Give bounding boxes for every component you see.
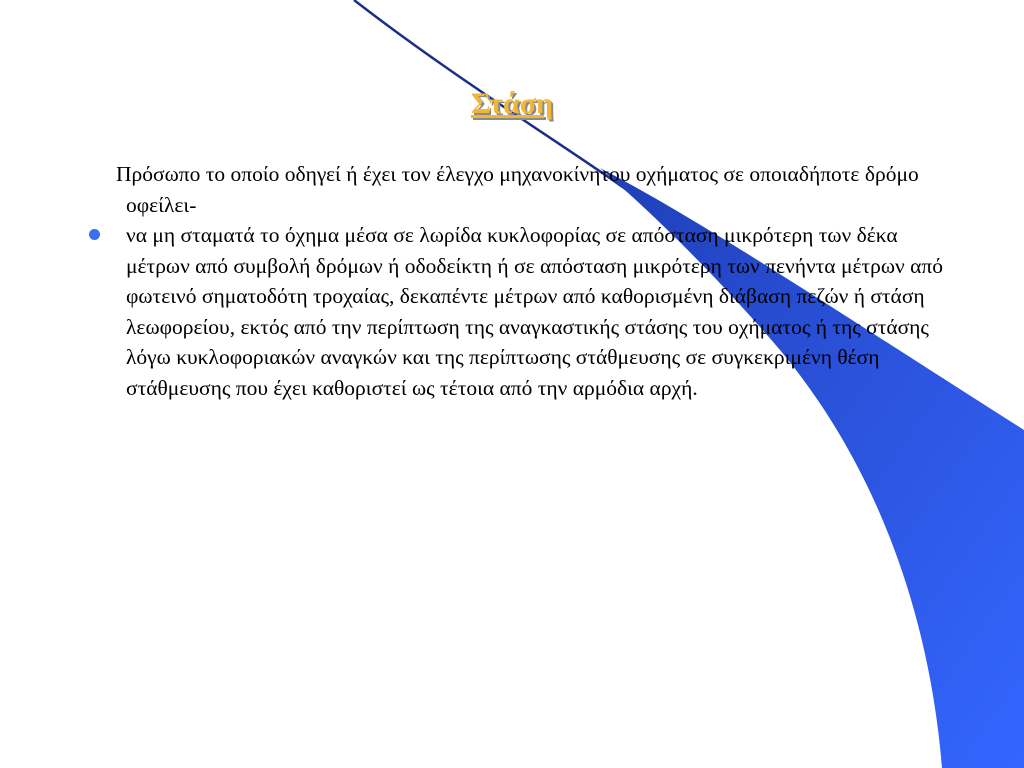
bullet-text: να μη σταματά το όχημα μέσα σε λωρίδα κυκλοφορίας σε απόσταση μικρότερη των δέκα μέτρων από συμβολή δρόμων ή οδοδείκτη ή σε απόσταση μικρότερη των πενήντα μέτρων από φωτεινό σηματοδότη τροχαίας, δεκαπέντε μέτρων από καθορισμένη διάβαση πεζών ή στάση λεωφορείου, εκτός από την περίπτωση της αναγκαστικής στάσης του οχήματος ή της στάσης λόγω κυκλοφοριακών αναγκών και της περίπτωσης στάθμευσης σε συγκεκριμένη θέση στάθμευσης που έχει καθοριστεί ως τέτοια από την αρμόδια αρχή. (126, 223, 943, 400)
slide-title: Στάση (470, 87, 554, 120)
bullet-item (84, 220, 944, 403)
slide-body (84, 159, 944, 403)
intro-paragraph: Πρόσωπο το οποίο οδηγεί ή έχει τον έλεγχο μηχανοκίνητου οχήματος σε οποιαδήποτε δρόμο οφείλει- (116, 162, 919, 217)
bullet-dot-icon (89, 229, 100, 240)
